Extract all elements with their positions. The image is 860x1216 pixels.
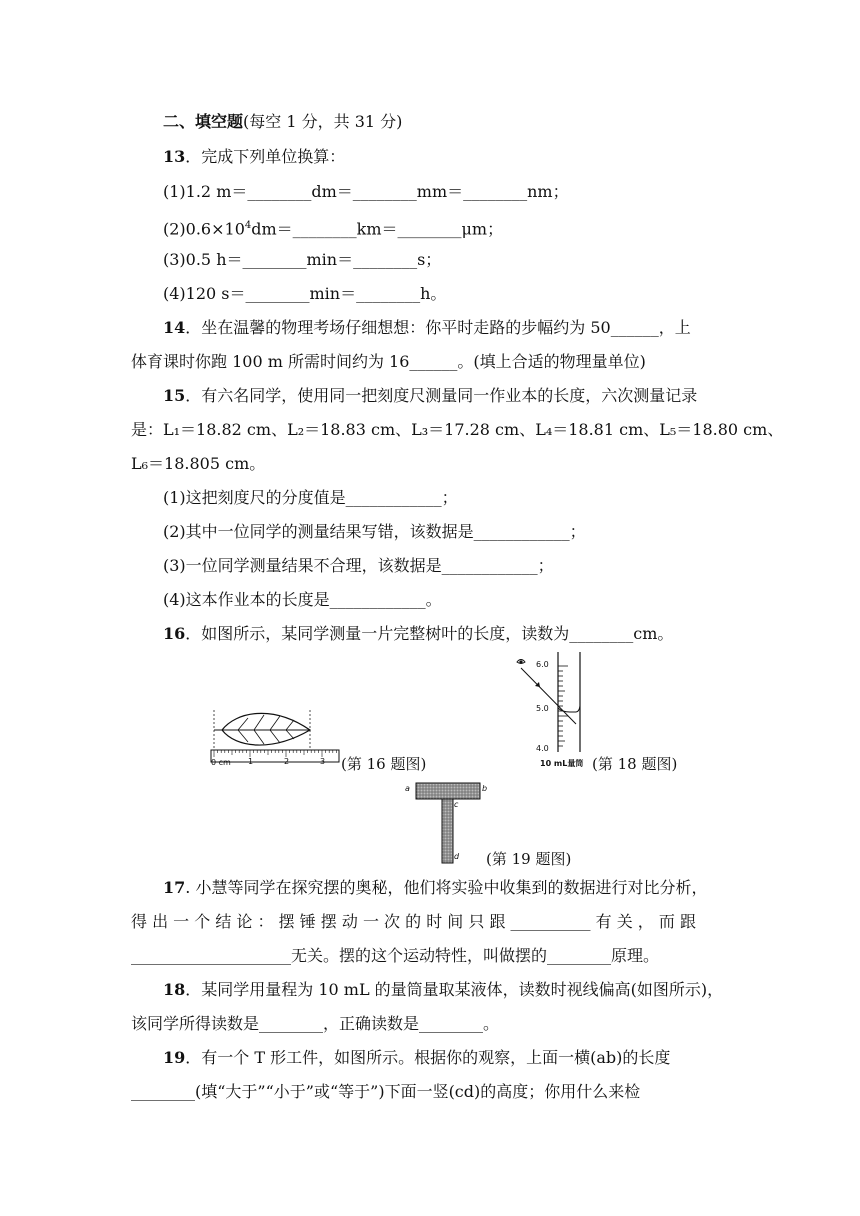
t-label-d: d	[454, 852, 460, 861]
q13-part-3: (3)0.5 h＝________min＝________s；	[163, 250, 442, 269]
t-label-b: b	[482, 784, 488, 793]
question-16	[163, 624, 673, 644]
q13-part-2-a: (2)0.6×10	[163, 219, 245, 239]
cylinder-label-5: 5.0	[536, 704, 549, 713]
question-number: 17	[163, 878, 186, 897]
figure-16-caption: (第 16 题图)	[341, 755, 427, 773]
question-18-line-2: 该同学所得读数是________，正确读数是________。	[131, 1014, 500, 1033]
t-shape-figure	[410, 779, 490, 865]
question-17-line-2: 得 出 一 个 结 论 ： 摆 锤 摆 动 一 次 的 时 间 只 跟 __________ 有 关 ， 而 跟	[131, 912, 696, 931]
question-number: 13	[163, 147, 186, 166]
section-title: 二、填空题	[163, 112, 244, 131]
section-note: (每空 1 分，共 31 分)	[243, 112, 403, 131]
ruler-label-0: 0 cm	[211, 758, 231, 767]
ruler-label-2: 2	[284, 757, 290, 766]
question-17-line-1	[163, 878, 707, 898]
question-text: ．完成下列单位换算：	[185, 147, 346, 166]
section-header	[163, 112, 402, 132]
question-text: ．如图所示，某同学测量一片完整树叶的长度，读数为________cm。	[185, 624, 674, 643]
question-number: 16	[163, 624, 186, 643]
question-text: ．有一个 T 形工件，如图所示。根据你的观察，上面一横(ab)的长度	[185, 1048, 671, 1067]
q15-part-4: (4)这本作业本的长度是____________。	[163, 590, 442, 609]
measuring-cylinder-figure	[510, 650, 590, 754]
question-15-line-2: 是：L₁＝18.82 cm、L₂＝18.83 cm、L₃＝17.28 cm、L₄＝18.81 cm、L₅＝18.80 cm、	[131, 420, 784, 439]
question-number: 14	[163, 318, 186, 337]
question-15-line-3: L₆＝18.805 cm。	[131, 454, 266, 473]
q15-part-3: (3)一位同学测量结果不合理，该数据是____________；	[163, 556, 554, 575]
question-18-line-1	[163, 980, 723, 1000]
q15-part-2: (2)其中一位同学的测量结果写错，该数据是____________；	[163, 522, 586, 541]
q13-part-1: (1)1.2 m＝________dm＝________mm＝________nm；	[163, 182, 569, 201]
question-number: 19	[163, 1048, 186, 1067]
question-text: . 小慧等同学在探究摆的奥秘，他们将实验中收集到的数据进行对比分析，	[185, 878, 708, 897]
q13-part-2-b: dm＝________km＝________μm；	[251, 219, 504, 239]
cylinder-label-6: 6.0	[536, 660, 549, 669]
question-19-line-1	[163, 1048, 670, 1068]
question-15-line-1	[163, 386, 697, 406]
ruler-label-3: 3	[320, 757, 326, 766]
q15-part-1: (1)这把刻度尺的分度值是____________；	[163, 488, 458, 507]
t-label-a: a	[405, 784, 410, 793]
figure-18-caption: (第 18 题图)	[592, 755, 678, 773]
question-19-line-2: ________(填“大于”“小于”或“等于”)下面一竖(cd)的高度；你用什么来检	[131, 1082, 641, 1101]
leaf-icon	[222, 713, 310, 745]
question-13-stem	[163, 147, 345, 167]
cylinder-label-4: 4.0	[536, 744, 549, 753]
t-stem	[442, 799, 453, 863]
q13-part-2	[163, 216, 503, 239]
figure-19-caption: (第 19 题图)	[486, 850, 572, 868]
question-number: 18	[163, 980, 186, 999]
cylinder-name: 10 mL量筒	[540, 759, 584, 768]
question-14-line-1	[163, 318, 691, 338]
question-17-line-3: ____________________无关。摆的这个运动特性，叫做摆的________原理。	[131, 946, 660, 965]
exponent: 4	[244, 220, 252, 231]
question-14-line-2: 体育课时你跑 100 m 所需时间约为 16______。(填上合适的物理量单位)	[131, 352, 646, 371]
question-text: ．某同学用量程为 10 mL 的量筒量取某液体，读数时视线偏高(如图所示)，	[185, 980, 724, 999]
t-crossbar	[416, 783, 480, 799]
t-label-c: c	[454, 800, 459, 809]
q13-part-4: (4)120 s＝________min＝________h。	[163, 284, 447, 303]
question-number: 15	[163, 386, 186, 405]
question-text: ．坐在温馨的物理考场仔细想想：你平时走路的步幅约为 50______，上	[185, 318, 691, 337]
question-text: ．有六名同学，使用同一把刻度尺测量同一作业本的长度，六次测量记录	[185, 386, 698, 405]
ruler-label-1: 1	[248, 757, 254, 766]
